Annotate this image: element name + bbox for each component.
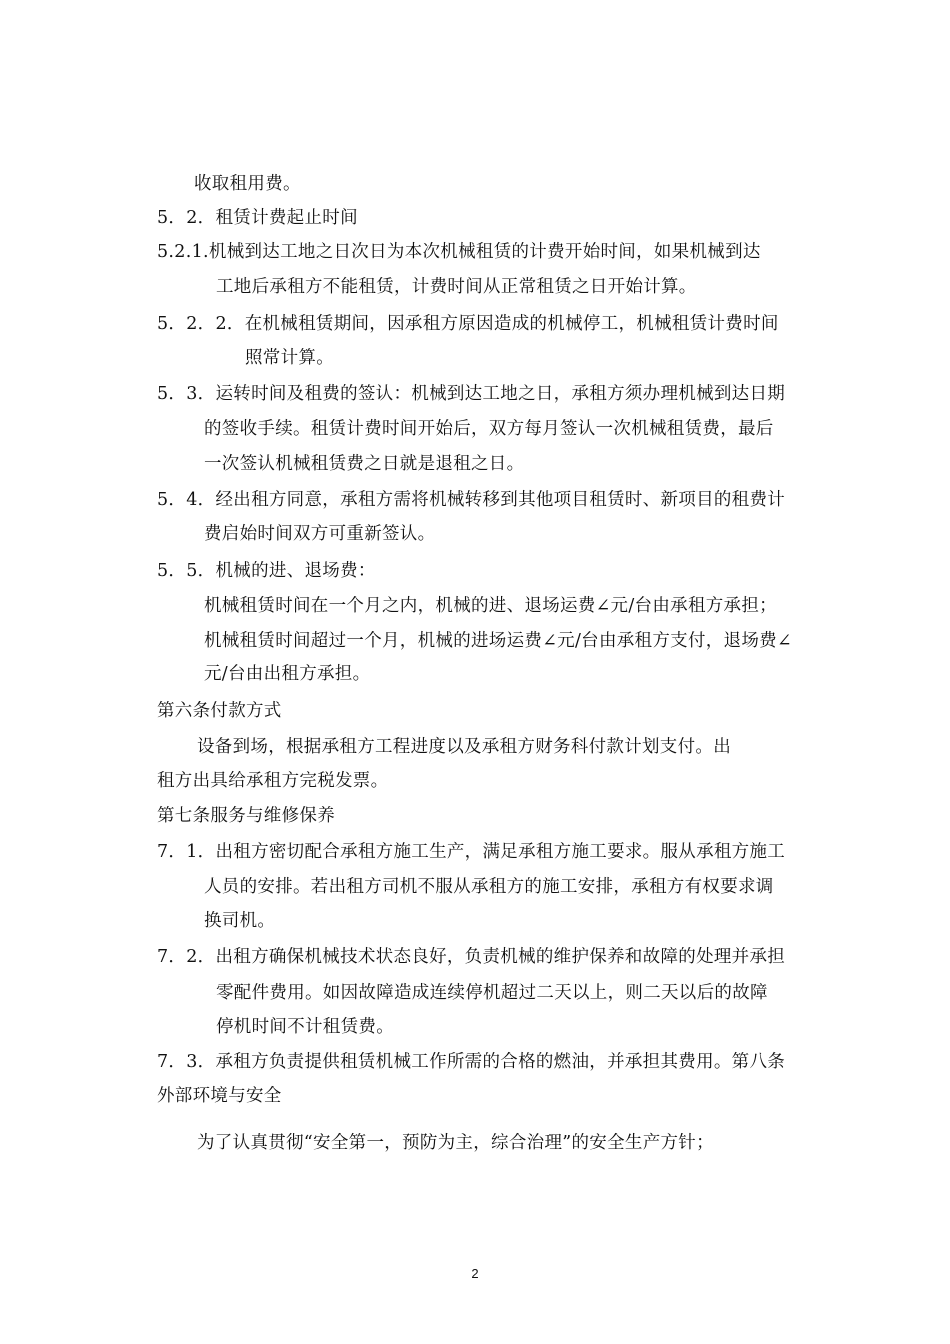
text-line: 换司机。 <box>204 911 276 931</box>
text-line: 7．3．承租方负责提供租赁机械工作所需的合格的燃油，并承担其费用。第八条 <box>157 1052 786 1072</box>
text-line: 工地后承租方不能租赁，计费时间从正常租赁之日开始计算。 <box>216 277 697 297</box>
text-line: 的签收手续。租赁计费时间开始后，双方每月签认一次机械租赁费，最后 <box>204 419 774 439</box>
text-line: 7．1．出租方密切配合承租方施工生产，满足承租方施工要求。服从承租方施工 <box>157 842 786 862</box>
text-line: 为了认真贯彻“安全第一，预防为主，综合治理”的安全生产方针； <box>197 1133 714 1153</box>
text-line: 一次签认机械租赁费之日就是退租之日。 <box>204 454 525 474</box>
text-line: 外部环境与安全 <box>157 1086 282 1106</box>
text-line: 7．2．出租方确保机械技术状态良好，负责机械的维护保养和故障的处理并承担 <box>157 947 786 967</box>
section-heading: 5．2．租赁计费起止时间 <box>157 208 358 228</box>
text-line: 5．3．运转时间及租费的签认：机械到达工地之日，承租方须办理机械到达日期 <box>157 384 786 404</box>
section-heading: 5．5．机械的进、退场费： <box>157 561 376 581</box>
text-line: 机械租赁时间超过一个月，机械的进场运费∠元/台由承租方支付，退场费∠ <box>204 631 792 651</box>
text-line: 照常计算。 <box>245 348 334 368</box>
text-line: 收取租用费。 <box>194 174 301 194</box>
text-line: 5．2．2．在机械租赁期间，因承租方原因造成的机械停工，机械租赁计费时间 <box>157 314 779 334</box>
text-line: 停机时间不计租赁费。 <box>216 1017 394 1037</box>
text-line: 租方出具给承租方完税发票。 <box>157 771 389 791</box>
text-line: 人员的安排。若出租方司机不服从承租方的施工安排，承租方有权要求调 <box>204 877 774 897</box>
text-line: 5.2.1.机械到达工地之日次日为本次机械租赁的计费开始时间，如果机械到达 <box>157 242 761 262</box>
text-line: 费启始时间双方可重新签认。 <box>204 524 436 544</box>
text-line: 5．4．经出租方同意，承租方需将机械转移到其他项目租赁时、新项目的租费计 <box>157 490 786 510</box>
text-line: 设备到场，根据承租方工程进度以及承租方财务科付款计划支付。出 <box>197 737 731 757</box>
text-line: 机械租赁时间在一个月之内，机械的进、退场运费∠元/台由承租方承担； <box>204 596 777 616</box>
text-line: 元/台由出租方承担。 <box>204 664 371 684</box>
article-heading: 第六条付款方式 <box>157 701 282 721</box>
page-number: 2 <box>471 1266 479 1281</box>
text-line: 零配件费用。如因故障造成连续停机超过二天以上，则二天以后的故障 <box>216 983 768 1003</box>
article-heading: 第七条服务与维修保养 <box>157 806 335 826</box>
